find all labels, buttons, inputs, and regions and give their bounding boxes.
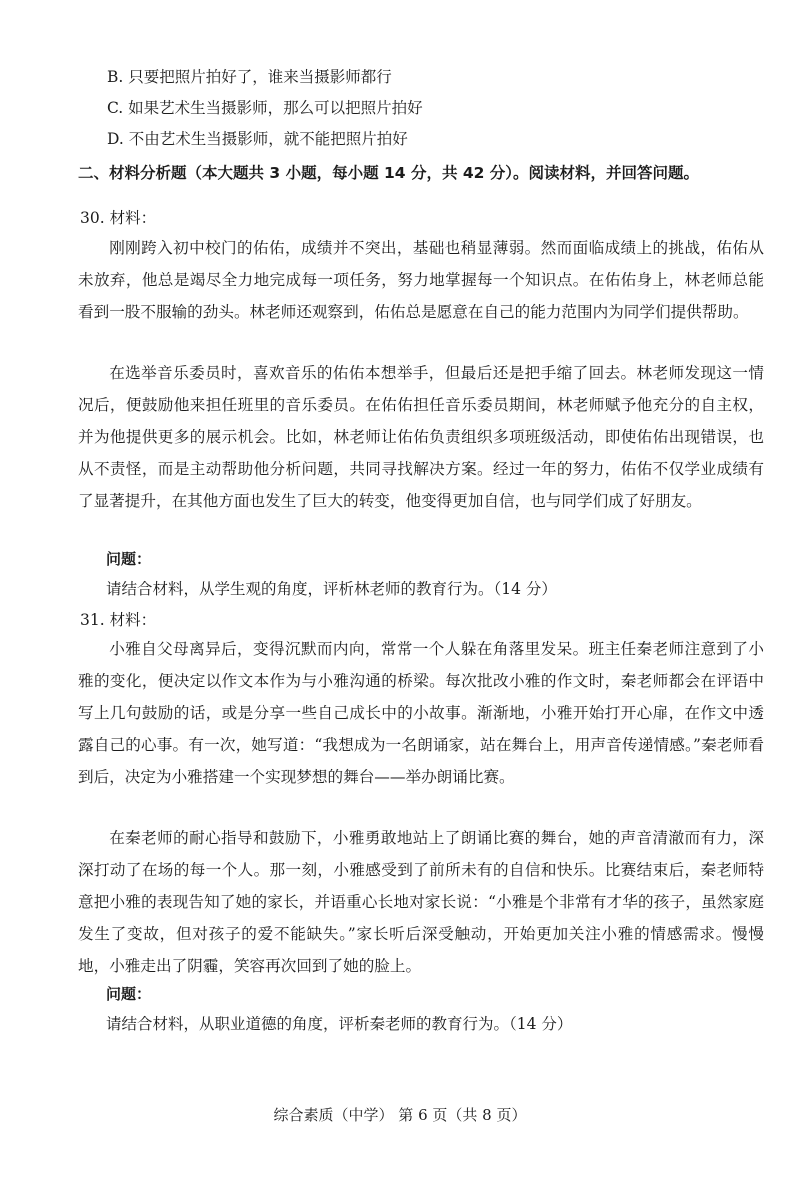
- question-30-paragraph-1: 刚刚跨入初中校门的佑佑，成绩并不突出，基础也稍显薄弱。然而面临成绩上的挑战，佑佑从未放弃，他总是竭尽全力地完成每一项任务，努力地掌握每一个知识点。在佑佑身上，林老师总能看到一股不服输的劲头。林老师还观察到，佑佑总是愿意在自己的能力范围内为同学们提供帮助。: [78, 239, 764, 321]
- question-30-label: 问题：: [106, 550, 152, 568]
- question-30-heading: 30. 材料：: [80, 209, 157, 227]
- question-31-prompt: 请结合材料，从职业道德的角度，评析秦老师的教育行为。（14 分）: [106, 1015, 573, 1033]
- option-c: C. 如果艺术生当摄影师，那么可以把照片拍好: [107, 99, 423, 117]
- question-30-prompt: 请结合材料，从学生观的角度，评析林老师的教育行为。（14 分）: [106, 580, 557, 598]
- page-footer: 综合素质（中学） 第 6 页（共 8 页）: [273, 1106, 527, 1124]
- question-31-paragraph-1: 小雅自父母离异后，变得沉默而内向，常常一个人躲在角落里发呆。班主任秦老师注意到了小雅的变化，便决定以作文本作为与小雅沟通的桥梁。每次批改小雅的作文时，秦老师都会在评语中写上几句鼓励的话，或是分享一些自己成长中的小故事。渐渐地，小雅开始打开心扉，在作文中透露自己的心事。有一次，她写道：“我想成为一名朗诵家，站在舞台上，用声音传递情感。”秦老师看到后，决定为小雅搭建一个实现梦想的舞台——举办朗诵比赛。: [78, 640, 764, 786]
- question-31-label: 问题：: [106, 985, 152, 1003]
- section-title: 二、材料分析题（本大题共 3 小题，每小题 14 分，共 42 分）。阅读材料，并回答问题。: [78, 164, 700, 182]
- option-d: D. 不由艺术生当摄影师，就不能把照片拍好: [107, 130, 408, 148]
- question-31-paragraph-2: 在秦老师的耐心指导和鼓励下，小雅勇敢地站上了朗诵比赛的舞台，她的声音清澈而有力，深深打动了在场的每一个人。那一刻，小雅感受到了前所未有的自信和快乐。比赛结束后，秦老师特意把小雅的表现告知了她的家长，并语重心长地对家长说：“小雅是个非常有才华的孩子，虽然家庭发生了变故，但对孩子的爱不能缺失。”家长听后深受触动，开始更加关注小雅的情感需求。慢慢地，小雅走出了阴霾，笑容再次回到了她的脸上。: [78, 829, 764, 975]
- question-31-heading: 31. 材料：: [80, 611, 157, 629]
- question-30-paragraph-2: 在选举音乐委员时，喜欢音乐的佑佑本想举手，但最后还是把手缩了回去。林老师发现这一情况后，便鼓励他来担任班里的音乐委员。在佑佑担任音乐委员期间，林老师赋予他充分的自主权，并为他提供更多的展示机会。比如，林老师让佑佑负责组织多项班级活动，即使佑佑出现错误，也从不责怪，而是主动帮助他分析问题，共同寻找解决方案。经过一年的努力，佑佑不仅学业成绩有了显著提升，在其他方面也发生了巨大的转变，他变得更加自信，也与同学们成了好朋友。: [78, 364, 764, 510]
- option-b: B. 只要把照片拍好了，谁来当摄影师都行: [107, 68, 392, 86]
